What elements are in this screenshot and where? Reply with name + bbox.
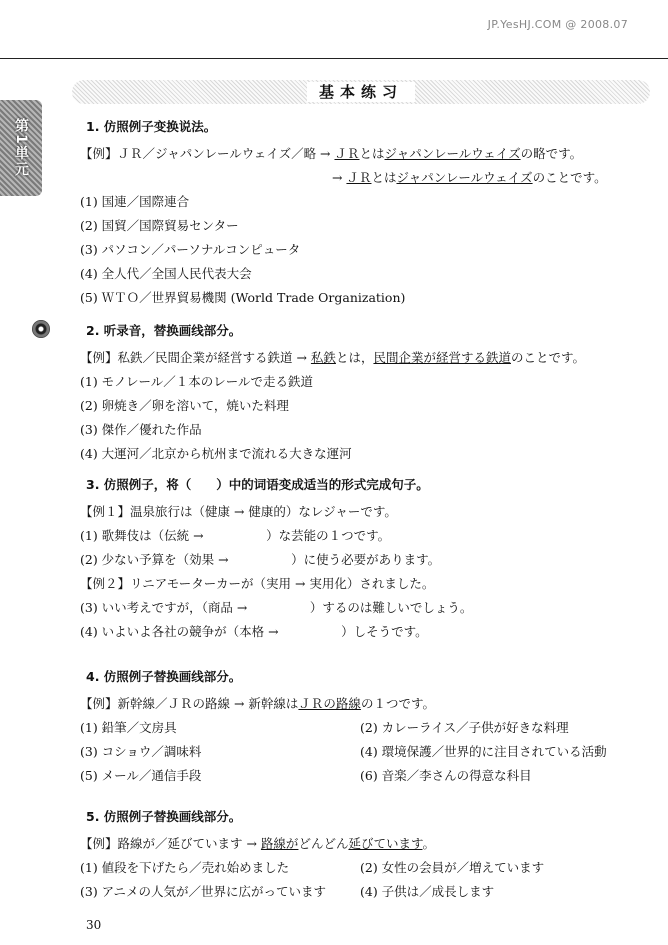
- list-item: (2) 少ない予算を（効果 → ）に使う必要があります。: [80, 552, 441, 567]
- exercise-3: [80, 476, 640, 668]
- list-item: (3) コショウ／調味料: [80, 744, 202, 759]
- item-grid: [80, 856, 640, 904]
- exercise-heading: 5. 仿照例子替换画线部分。: [86, 809, 242, 824]
- list-item: (1) 鉛筆／文房具: [80, 720, 177, 735]
- example-text: とは: [359, 146, 385, 161]
- header-rule: [0, 58, 668, 59]
- example-text: 【例】新幹線／ＪＲの路線 → 新幹線は: [80, 696, 299, 711]
- exercise-1: [80, 118, 640, 322]
- list-item: 【例２】リニアモーターカーが（実用 → 実用化）されました。: [80, 576, 435, 591]
- list-item: (5) メール／通信手段: [80, 768, 202, 783]
- page-number: 30: [86, 918, 102, 932]
- exercise-4: [80, 668, 640, 808]
- exercise-heading: 3. 仿照例子，将（ ）中的词语变成适当的形式完成句子。: [86, 477, 429, 492]
- example-line: [80, 142, 640, 166]
- list-item: (4) 環境保護／世界的に注目されている活動: [360, 744, 607, 759]
- example-text: のことです。: [532, 170, 607, 185]
- exercise-heading: 4. 仿照例子替换画线部分。: [86, 669, 242, 684]
- site-watermark: JP.YesHJ.COM @ 2008.07: [487, 18, 628, 31]
- underlined-text: ＪＲ: [334, 146, 360, 161]
- list-item: (6) 音楽／李さんの得意な科目: [360, 768, 532, 783]
- example-text: →: [332, 170, 347, 185]
- underlined-text: ジャパンレールウェイズ: [384, 146, 521, 161]
- list-item: 【例１】温泉旅行は（健康 → 健康的）なレジャーです。: [80, 504, 397, 519]
- section-banner: [72, 80, 650, 104]
- example-text: 【例】路線が／延びています →: [80, 836, 261, 851]
- exercise-heading: 2. 听录音，替换画线部分。: [86, 323, 242, 338]
- list-item: (1) 国連／国際連合: [80, 194, 190, 209]
- example-line: [80, 166, 640, 190]
- exercise-5: [80, 808, 640, 904]
- exercise-heading: 1. 仿照例子变换说法。: [86, 119, 217, 134]
- list-item: (4) 全人代／全国人民代表大会: [80, 266, 252, 281]
- list-item: (3) いい考えですが，（商品 → ）するのは難しいでしょう。: [80, 600, 473, 615]
- example-text: 。: [422, 836, 435, 851]
- list-item: (3) パソコン／パーソナルコンピュータ: [80, 242, 301, 257]
- underlined-text: ＪＲ: [346, 170, 372, 185]
- unit-label: 第1単元: [13, 118, 29, 178]
- example-line: [80, 346, 640, 370]
- underlined-text: 私鉄: [310, 350, 336, 365]
- example-text: 【例】ＪＲ／ジャパンレールウェイズ／略 →: [80, 146, 335, 161]
- example-text: どんどん: [298, 836, 349, 851]
- item-grid: [80, 716, 640, 788]
- example-text: の１つです。: [360, 696, 435, 711]
- underlined-text: 延びています: [348, 836, 423, 851]
- example-line: [80, 692, 640, 716]
- underlined-text: ＪＲの路線: [298, 696, 361, 711]
- unit-side-tab: [0, 100, 42, 196]
- list-item: (1) 値段を下げたら／売れ始めました: [80, 860, 290, 875]
- list-item: (1) モノレール／１本のレールで走る鉄道: [80, 374, 314, 389]
- list-item: (4) 大運河／北京から杭州まで流れる大きな運河: [80, 446, 352, 461]
- exercise-2: [80, 322, 640, 476]
- audio-cd-icon: [32, 320, 50, 338]
- list-item: (4) 子供は／成長します: [360, 884, 495, 899]
- example-text: のことです。: [510, 350, 585, 365]
- underlined-text: 民間企業が経営する鉄道: [373, 350, 511, 365]
- example-text: の略です。: [520, 146, 583, 161]
- banner-title: 基本练习: [307, 82, 415, 102]
- example-text: とは，: [335, 350, 374, 365]
- example-line: [80, 832, 640, 856]
- exercise-content: [80, 118, 640, 904]
- list-item: (2) 国貿／国際貿易センター: [80, 218, 239, 233]
- list-item: (2) 卵焼き／卵を溶いて，焼いた料理: [80, 398, 289, 413]
- list-item: (2) カレーライス／子供が好きな料理: [360, 720, 569, 735]
- list-item: (3) アニメの人気が／世界に広がっています: [80, 884, 327, 899]
- underlined-text: ジャパンレールウェイズ: [396, 170, 533, 185]
- example-text: とは: [371, 170, 397, 185]
- underlined-text: 路線が: [260, 836, 299, 851]
- list-item: (1) 歌舞伎は（伝統 → ）な芸能の１つです。: [80, 528, 391, 543]
- list-item: (2) 女性の会員が／増えています: [360, 860, 545, 875]
- list-item: (5) ＷＴＯ／世界貿易機関 (World Trade Organization): [80, 290, 406, 305]
- list-item: (3) 傑作／優れた作品: [80, 422, 202, 437]
- list-item: (4) いよいよ各社の競争が（本格 → ）しそうです。: [80, 624, 428, 639]
- example-text: 【例】私鉄／民間企業が経営する鉄道 →: [80, 350, 311, 365]
